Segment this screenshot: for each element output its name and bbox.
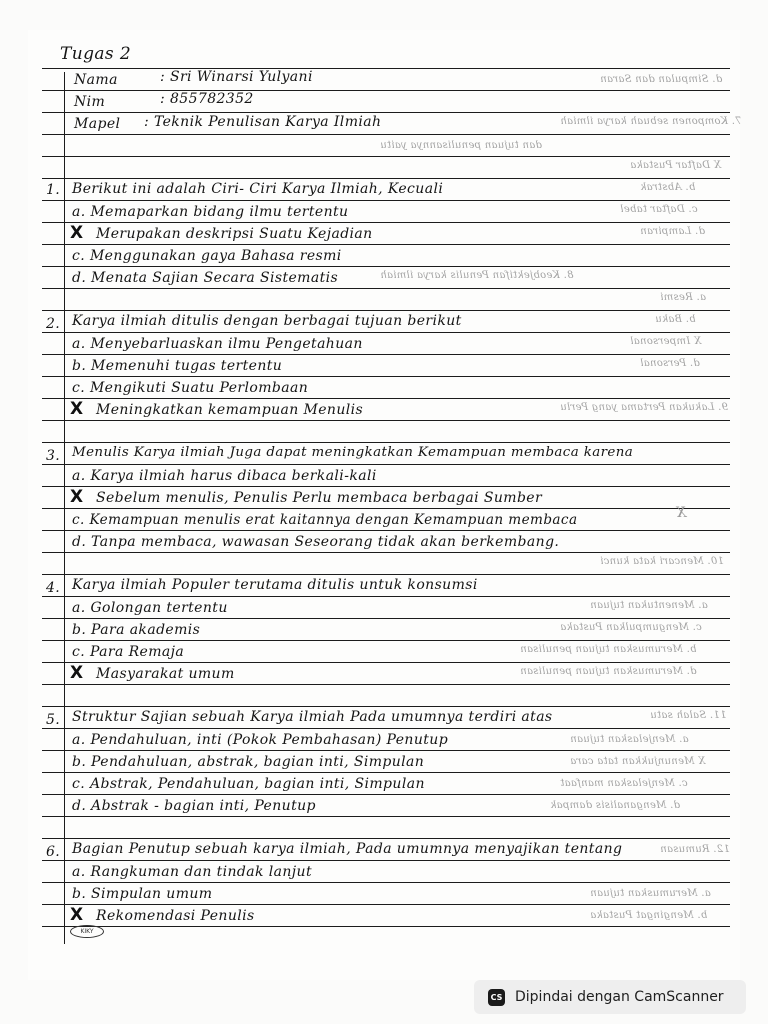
ruled-line bbox=[42, 772, 730, 773]
ruled-line bbox=[42, 904, 730, 905]
bleed-through-text: b. Baku bbox=[655, 314, 696, 325]
option: c. Para Remaja bbox=[72, 644, 185, 660]
option: b. Memenuhi tugas tertentu bbox=[72, 358, 283, 374]
bleed-through-text: 7. Komponen sebuah karya ilmiah bbox=[560, 116, 742, 127]
bleed-through-text: c. Mengumpulkan Pustaka bbox=[560, 622, 702, 633]
bleed-through-text: a. Merumuskan tujuan bbox=[590, 888, 711, 899]
question-number: 4. bbox=[46, 580, 61, 596]
ruled-line bbox=[42, 376, 730, 377]
bleed-through-text: X Daftar Pustaka bbox=[630, 160, 722, 171]
bleed-through-text: b. Abstrak bbox=[640, 182, 696, 193]
ruled-line bbox=[42, 310, 730, 311]
camscanner-text: Dipindai dengan CamScanner bbox=[515, 989, 724, 1005]
bleed-through-text: d. Personal bbox=[640, 358, 700, 369]
option: Rekomendasi Penulis bbox=[96, 908, 255, 924]
question-text: Berikut ini adalah Ciri- Ciri Karya Ilmiah, Kecuali bbox=[72, 181, 444, 197]
answer-cross-mark: X bbox=[70, 487, 84, 507]
name-value: : Sri Winarsi Yulyani bbox=[160, 69, 313, 85]
ruled-line bbox=[42, 574, 730, 575]
ruled-line bbox=[42, 178, 730, 179]
question-text: Struktur Sajian sebuah Karya ilmiah Pada umumnya terdiri atas bbox=[72, 709, 553, 725]
ruled-line bbox=[42, 530, 730, 531]
answer-cross-mark: X bbox=[70, 399, 84, 419]
ruled-line bbox=[42, 244, 730, 245]
bleed-through-text: dan tujuan penulisannya yaitu bbox=[380, 140, 542, 151]
ruled-line bbox=[42, 442, 730, 443]
ruled-line bbox=[42, 662, 730, 663]
option: d. Menata Sajian Secara Sistematis bbox=[72, 270, 339, 286]
question-number: 2. bbox=[46, 316, 61, 332]
question-text: Menulis Karya ilmiah Juga dapat meningkatkan Kemampuan membaca karena bbox=[72, 445, 634, 460]
ruled-line bbox=[42, 420, 730, 421]
ruled-line bbox=[42, 838, 730, 839]
option: a. Memaparkan bidang ilmu tertentu bbox=[72, 204, 349, 220]
ruled-line bbox=[42, 926, 730, 927]
bleed-through-text: d. Merumuskan tujuan penulisan bbox=[520, 666, 697, 677]
option: c. Kemampuan menulis erat kaitannya dengan Kemampuan membaca bbox=[72, 512, 578, 528]
bleed-through-text: 10. Mencari kata kunci bbox=[600, 556, 724, 567]
ruled-line bbox=[42, 134, 730, 135]
subject-value: : Teknik Penulisan Karya Ilmiah bbox=[144, 114, 382, 130]
page-stamp: KIKY bbox=[70, 925, 104, 938]
question-number: 3. bbox=[46, 448, 61, 464]
answer-cross-mark: X bbox=[70, 223, 84, 243]
option: c. Mengikuti Suatu Perlombaan bbox=[72, 380, 309, 396]
ruled-line bbox=[42, 618, 730, 619]
ruled-line bbox=[42, 816, 730, 817]
option: d. Abstrak - bagian inti, Penutup bbox=[72, 798, 316, 814]
option: b. Para akademis bbox=[72, 622, 201, 638]
bleed-through-text: d. Simpulan dan Saran bbox=[600, 74, 723, 85]
bleed-through-text: 9. Lakukan Pertama yang Perlu bbox=[560, 402, 728, 413]
subject-label: Mapel bbox=[74, 116, 121, 132]
bleed-through-text: X Menunjukkan tata cara bbox=[570, 756, 706, 767]
ruled-line bbox=[42, 640, 730, 641]
option: a. Golongan tertentu bbox=[72, 600, 228, 616]
question-text: Karya ilmiah Populer terutama ditulis untuk konsumsi bbox=[72, 577, 478, 593]
camscanner-watermark bbox=[474, 980, 746, 1014]
question-text: Karya ilmiah ditulis dengan berbagai tujuan berikut bbox=[72, 313, 462, 329]
option: b. Simpulan umum bbox=[72, 886, 213, 902]
bleed-through-text: a. Menjelaskan tujuan bbox=[570, 734, 689, 745]
option: a. Rangkuman dan tindak lanjut bbox=[72, 864, 312, 880]
nim-value: : 855782352 bbox=[160, 91, 254, 107]
bleed-through-text: 8. Keobjektifan Penulis karya ilmiah bbox=[380, 270, 574, 281]
assignment-title: Tugas 2 bbox=[60, 44, 132, 64]
answer-cross-mark: X bbox=[70, 663, 84, 683]
bleed-through-text: a. Resmi bbox=[660, 292, 706, 303]
ruled-line bbox=[42, 464, 730, 465]
ruled-line bbox=[42, 750, 730, 751]
nim-label: Nim bbox=[74, 94, 106, 110]
ruled-line bbox=[42, 354, 730, 355]
bleed-through-text: 12. Rumusan bbox=[660, 844, 730, 855]
camscanner-logo-icon: CS bbox=[488, 989, 505, 1006]
ruled-line bbox=[42, 398, 730, 399]
bleed-through-cross: X bbox=[676, 505, 687, 521]
option: Merupakan deskripsi Suatu Kejadian bbox=[96, 226, 373, 242]
ruled-line bbox=[42, 90, 730, 91]
question-number: 5. bbox=[46, 712, 61, 728]
ruled-line bbox=[42, 222, 730, 223]
option: a. Karya ilmiah harus dibaca berkali-kali bbox=[72, 468, 377, 484]
ruled-line bbox=[42, 508, 730, 509]
ruled-line bbox=[42, 68, 730, 69]
bleed-through-text: d. Menganalisis dampak bbox=[550, 800, 681, 811]
ruled-line bbox=[42, 200, 730, 201]
bleed-through-text: 11. Salah satu bbox=[650, 710, 727, 721]
bleed-through-text: a. Menentukan tujuan bbox=[590, 600, 708, 611]
answer-cross-mark: X bbox=[70, 905, 84, 925]
option: Sebelum menulis, Penulis Perlu membaca berbagai Sumber bbox=[96, 490, 543, 506]
ruled-line bbox=[42, 860, 730, 861]
ruled-line bbox=[42, 552, 730, 553]
margin-line bbox=[64, 72, 65, 944]
ruled-line bbox=[42, 266, 730, 267]
option: d. Tanpa membaca, wawasan Seseorang tidak akan berkembang. bbox=[72, 534, 560, 550]
option: c. Abstrak, Pendahuluan, bagian inti, Simpulan bbox=[72, 776, 425, 792]
option: a. Menyebarluaskan ilmu Pengetahuan bbox=[72, 336, 363, 352]
ruled-line bbox=[42, 156, 730, 157]
ruled-line bbox=[42, 112, 730, 113]
ruled-line bbox=[42, 794, 730, 795]
option: Meningkatkan kemampuan Menulis bbox=[96, 402, 364, 418]
question-text: Bagian Penutup sebuah karya ilmiah, Pada umumnya menyajikan tentang bbox=[72, 841, 623, 857]
ruled-line bbox=[42, 728, 730, 729]
question-number: 1. bbox=[46, 182, 61, 198]
ruled-line bbox=[42, 332, 730, 333]
bleed-through-text: c. Daftar tabel bbox=[620, 204, 698, 215]
option: c. Menggunakan gaya Bahasa resmi bbox=[72, 248, 342, 264]
bleed-through-text: c. Menjelaskan manfaat bbox=[560, 778, 688, 789]
ruled-line bbox=[42, 684, 730, 685]
option: b. Pendahuluan, abstrak, bagian inti, Simpulan bbox=[72, 754, 425, 770]
ruled-line bbox=[42, 288, 730, 289]
ruled-line bbox=[42, 706, 730, 707]
option: Masyarakat umum bbox=[96, 666, 235, 682]
ruled-line bbox=[42, 882, 730, 883]
question-number: 6. bbox=[46, 844, 61, 860]
name-label: Nama bbox=[74, 72, 118, 88]
option: a. Pendahuluan, inti (Pokok Pembahasan) Penutup bbox=[72, 732, 449, 748]
ruled-line bbox=[42, 486, 730, 487]
bleed-through-text: b. Mengingat Pustaka bbox=[590, 910, 708, 921]
bleed-through-text: d. Lampiran bbox=[640, 226, 705, 237]
bleed-through-text: b. Merumuskan tujuan penulisan bbox=[520, 644, 697, 655]
ruled-line bbox=[42, 596, 730, 597]
bleed-through-text: X Impersonal bbox=[630, 336, 702, 347]
